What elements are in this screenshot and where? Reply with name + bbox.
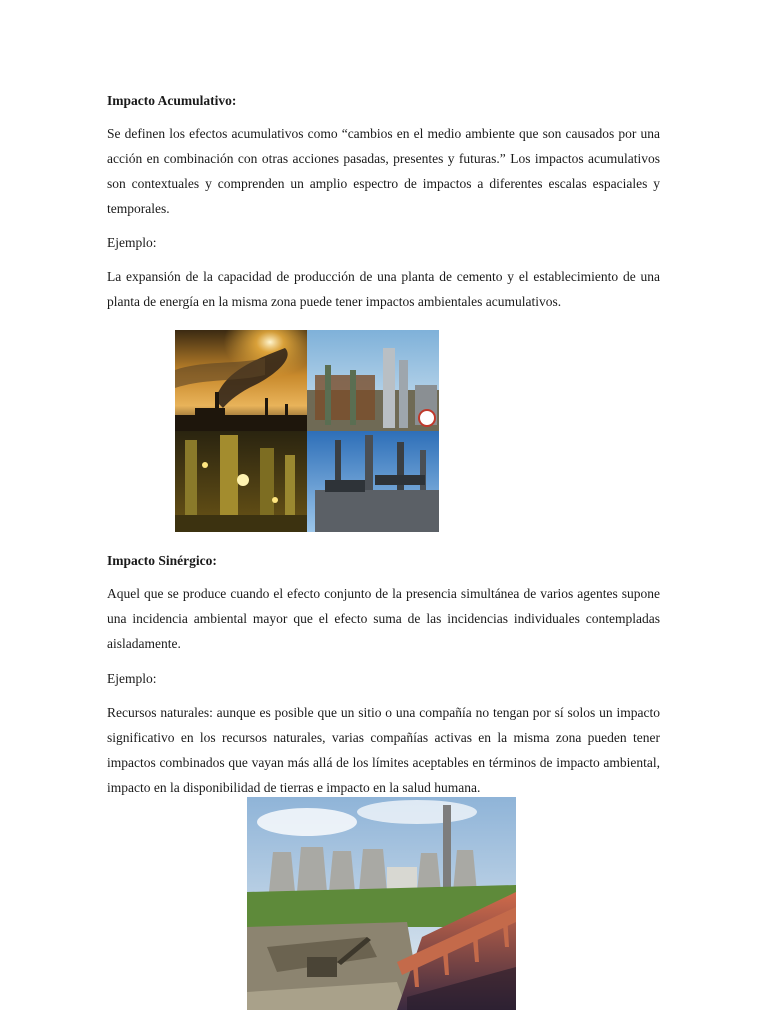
section2-example-label: Ejemplo: — [107, 671, 157, 686]
section2-title: Impacto Sinérgico: — [107, 553, 217, 568]
section2-definition: Aquel que se produce cuando el efecto conjunto de la presencia simultánea de varios agentes supone una incidencia ambiental mayor que el efecto suma de las incidencias individuales contempladas aisladamente. — [107, 586, 660, 651]
section1-title: Impacto Acumulativo: — [107, 93, 237, 108]
chemical-plant-photo — [307, 330, 439, 431]
smokestack-sunset-photo — [175, 330, 307, 431]
section2-example-text: Recursos naturales: aunque es posible que un sitio o una compañía no tengan por sí solos un impacto significativo en los recursos naturales, varias compañías activas en la misma zona pueden tener impactos combinados que vayan más allá de los límites aceptables en términos de impacto ambiental, impacto en la disponibilidad de tierras e impacto en la salud humana. — [107, 705, 660, 795]
power-station-dam-mine-collage — [247, 797, 516, 1010]
night-plant-photo — [175, 431, 307, 532]
section1-definition: Se definen los efectos acumulativos como “cambios en el medio ambiente que son causados por una acción en combinación con otras acciones pasadas, presentes y futuras.” Los impactos acumulativos son contextuales y comprenden un amplio espectro de impactos a diferentes escalas espaciales y temporales. — [107, 126, 660, 216]
section1-example-text: La expansión de la capacidad de producción de una planta de cemento y el establecimiento de una planta de energía en la misma zona puede tener impactos ambientales acumulativos. — [107, 269, 660, 309]
refinery-photo — [307, 431, 439, 532]
industrial-plants-collage — [175, 330, 439, 532]
section1-example-label: Ejemplo: — [107, 235, 157, 250]
